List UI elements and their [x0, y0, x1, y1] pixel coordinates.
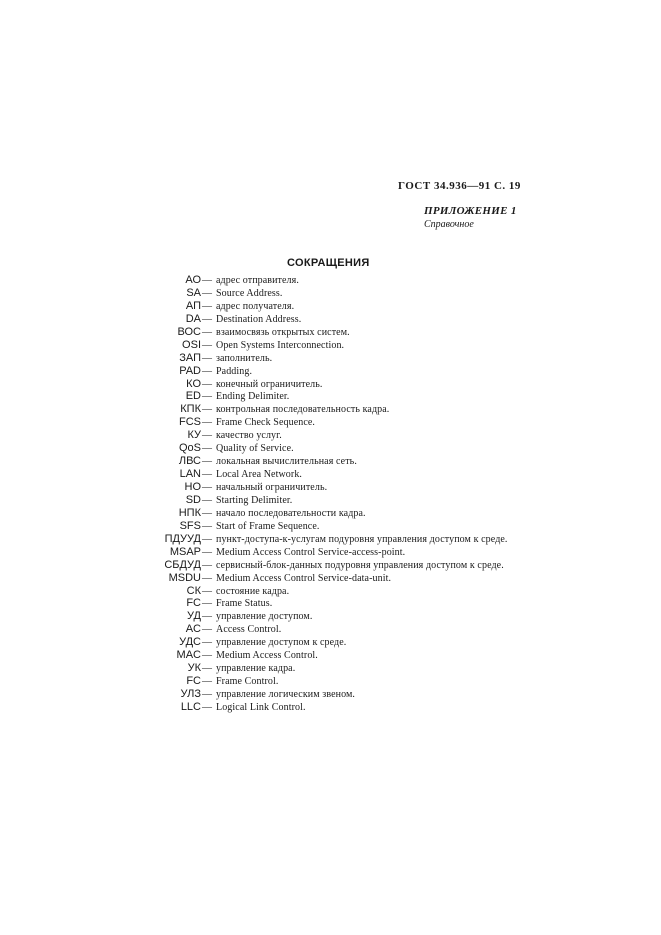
abbreviation-term: QoS [178, 442, 201, 455]
abbreviation-definition: Medium Access Control. [216, 650, 318, 662]
abbreviation-term: FC [186, 597, 201, 610]
abbreviation-definition: Source Address. [216, 287, 283, 299]
abbreviation-dash: — [202, 430, 212, 442]
abbreviation-definition: контрольная последовательность кадра. [216, 404, 390, 416]
abbreviation-definition: Frame Check Sequence. [216, 417, 316, 429]
abbreviation-term: КПК [180, 403, 201, 416]
abbreviation-term: PAD [179, 364, 201, 377]
page-header: ГОСТ 34.936—91 С. 19 [398, 180, 521, 192]
abbreviation-term: ПДУУД [164, 532, 201, 545]
abbreviation-definition: качество услуг. [216, 430, 282, 442]
abbreviation-entry [0, 533, 661, 546]
abbreviation-term: SA [186, 286, 201, 299]
abbreviation-entry [0, 416, 661, 429]
abbreviation-entry [0, 546, 661, 559]
abbreviation-term: АП [185, 299, 201, 312]
abbreviation-term: SFS [179, 519, 201, 532]
abbreviation-term: SD [185, 493, 201, 506]
abbreviation-definition: Ending Delimiter. [216, 391, 290, 403]
abbreviation-term: УД [187, 610, 201, 623]
abbreviation-entry [0, 326, 661, 339]
abbreviation-term: DA [185, 312, 201, 325]
abbreviation-definition: Logical Link Control. [216, 701, 306, 713]
abbreviation-term: FC [186, 675, 201, 688]
abbreviation-term: MSAP [169, 545, 201, 558]
abbreviation-dash: — [202, 507, 212, 519]
abbreviation-definition: сервисный-блок-данных подуровня управления доступом к среде. [216, 559, 504, 571]
abbreviation-definition: управление кадра. [216, 663, 296, 675]
abbreviation-definition: адрес получателя. [216, 300, 295, 312]
abbreviation-term: ЗАП [179, 351, 201, 364]
abbreviation-dash: — [202, 585, 212, 597]
abbreviation-term: НПК [178, 506, 201, 519]
abbreviation-entry [0, 378, 661, 391]
abbreviation-dash: — [202, 469, 212, 481]
abbreviation-dash: — [202, 650, 212, 662]
abbreviation-entry [0, 455, 661, 468]
abbreviation-entry [0, 597, 661, 610]
abbreviation-dash: — [202, 494, 212, 506]
abbreviation-definition: взаимосвязь открытых систем. [216, 326, 350, 338]
abbreviation-definition: управление доступом. [216, 611, 313, 623]
abbreviation-entry [0, 494, 661, 507]
abbreviation-definition: Medium Access Control Service-data-unit. [216, 572, 392, 584]
abbreviation-entry [0, 313, 661, 326]
abbreviation-definition: Open Systems Interconnection. [216, 339, 345, 351]
abbreviation-dash: — [202, 663, 212, 675]
abbreviation-term: СК [186, 584, 201, 597]
abbreviation-definition: начальный ограничитель. [216, 482, 328, 493]
abbreviation-entry [0, 352, 661, 365]
abbreviation-dash: — [202, 339, 212, 351]
abbreviation-definition: адрес отправителя. [216, 275, 299, 286]
abbreviation-term: LAN [179, 468, 201, 481]
abbreviation-definition: Frame Status. [216, 598, 273, 610]
abbreviation-dash: — [202, 287, 212, 299]
appendix-title: ПРИЛОЖЕНИЕ 1 [424, 205, 517, 217]
abbreviation-term: УК [187, 662, 201, 675]
abbreviation-definition: Frame Control. [216, 676, 279, 688]
abbreviation-term: УДС [179, 636, 201, 649]
abbreviation-term: КО [186, 377, 201, 390]
abbreviation-dash: — [202, 533, 212, 545]
abbreviation-entry [0, 649, 661, 662]
abbreviation-definition: управление логическим звеном. [216, 689, 356, 700]
abbreviation-entry [0, 559, 661, 572]
abbreviation-dash: — [202, 443, 212, 455]
abbreviation-definition: Medium Access Control Service-access-point. [216, 546, 406, 558]
abbreviation-dash: — [202, 417, 212, 429]
abbreviation-dash: — [202, 352, 212, 364]
abbreviation-entry [0, 403, 661, 416]
abbreviation-term: FCS [179, 416, 201, 429]
abbreviation-dash: — [202, 456, 212, 468]
abbreviation-dash: — [202, 559, 212, 571]
abbreviation-entry [0, 675, 661, 688]
abbreviation-term: MSDU [168, 571, 201, 584]
abbreviation-dash: — [202, 689, 212, 700]
abbreviation-definition: Quality of Service. [216, 443, 294, 455]
abbreviation-definition: Starting Delimiter. [216, 494, 293, 506]
abbreviation-entry [0, 585, 661, 598]
abbreviation-entry [0, 365, 661, 378]
abbreviation-entry [0, 274, 661, 287]
abbreviation-term: OSI [182, 338, 201, 351]
abbreviation-entry [0, 300, 661, 313]
abbreviation-entry [0, 507, 661, 520]
abbreviation-entry [0, 429, 661, 442]
abbreviation-definition: начало последовательности кадра. [216, 507, 366, 519]
abbreviation-term: АО [185, 274, 201, 286]
abbreviation-term: ED [185, 390, 201, 403]
abbreviation-dash: — [202, 313, 212, 325]
abbreviation-definition: пункт-доступа-к-услугам подуровня управления доступом к среде. [216, 533, 508, 545]
abbreviation-term: AC [185, 623, 201, 636]
abbreviation-dash: — [202, 572, 212, 584]
abbreviation-dash: — [202, 637, 212, 649]
abbreviation-dash: — [202, 598, 212, 610]
abbreviation-dash: — [202, 326, 212, 338]
abbreviation-term: НО [184, 481, 201, 493]
abbreviation-entry [0, 442, 661, 455]
abbreviation-dash: — [202, 404, 212, 416]
abbreviation-definition: локальная вычислительная сеть. [216, 456, 357, 468]
abbreviation-entry [0, 339, 661, 352]
abbreviation-term: УЛЗ [180, 688, 201, 700]
abbreviation-entry [0, 701, 661, 714]
abbreviation-entry [0, 520, 661, 533]
abbreviation-entry [0, 468, 661, 481]
abbreviation-definition: Destination Address. [216, 313, 302, 325]
abbreviation-entry [0, 636, 661, 649]
abbreviation-definition: управление доступом к среде. [216, 637, 347, 649]
abbreviation-dash: — [202, 391, 212, 403]
abbreviation-dash: — [202, 611, 212, 623]
section-title: СОКРАЩЕНИЯ [287, 257, 370, 269]
abbreviation-dash: — [202, 520, 212, 532]
appendix-subtitle: Справочное [424, 219, 474, 230]
abbreviation-entry [0, 623, 661, 636]
abbreviation-entry [0, 481, 661, 494]
abbreviation-term: КУ [187, 429, 201, 442]
abbreviation-entry [0, 390, 661, 403]
abbreviation-dash: — [202, 701, 212, 713]
abbreviations-list [0, 274, 661, 714]
abbreviation-definition: состояние кадра. [216, 585, 290, 597]
abbreviation-dash: — [202, 546, 212, 558]
abbreviation-dash: — [202, 365, 212, 377]
abbreviation-definition: Access Control. [216, 624, 282, 636]
abbreviation-dash: — [202, 275, 212, 286]
abbreviation-term: ВОС [177, 325, 201, 338]
abbreviation-definition: конечный ограничитель. [216, 378, 323, 390]
abbreviation-term: LLC [180, 700, 201, 713]
abbreviation-dash: — [202, 378, 212, 390]
abbreviation-dash: — [202, 300, 212, 312]
abbreviation-dash: — [202, 676, 212, 688]
abbreviation-dash: — [202, 482, 212, 493]
abbreviation-entry [0, 662, 661, 675]
abbreviation-term: ЛВС [178, 455, 201, 468]
abbreviation-term: СБДУД [164, 558, 201, 571]
abbreviation-dash: — [202, 624, 212, 636]
abbreviation-definition: Padding. [216, 365, 253, 377]
abbreviation-definition: заполнитель. [216, 352, 273, 364]
abbreviation-entry [0, 572, 661, 585]
abbreviation-definition: Local Area Network. [216, 469, 303, 481]
abbreviation-definition: Start of Frame Sequence. [216, 520, 320, 532]
abbreviation-entry [0, 610, 661, 623]
abbreviation-entry [0, 688, 661, 701]
abbreviation-entry [0, 287, 661, 300]
abbreviation-term: MAC [176, 649, 201, 662]
